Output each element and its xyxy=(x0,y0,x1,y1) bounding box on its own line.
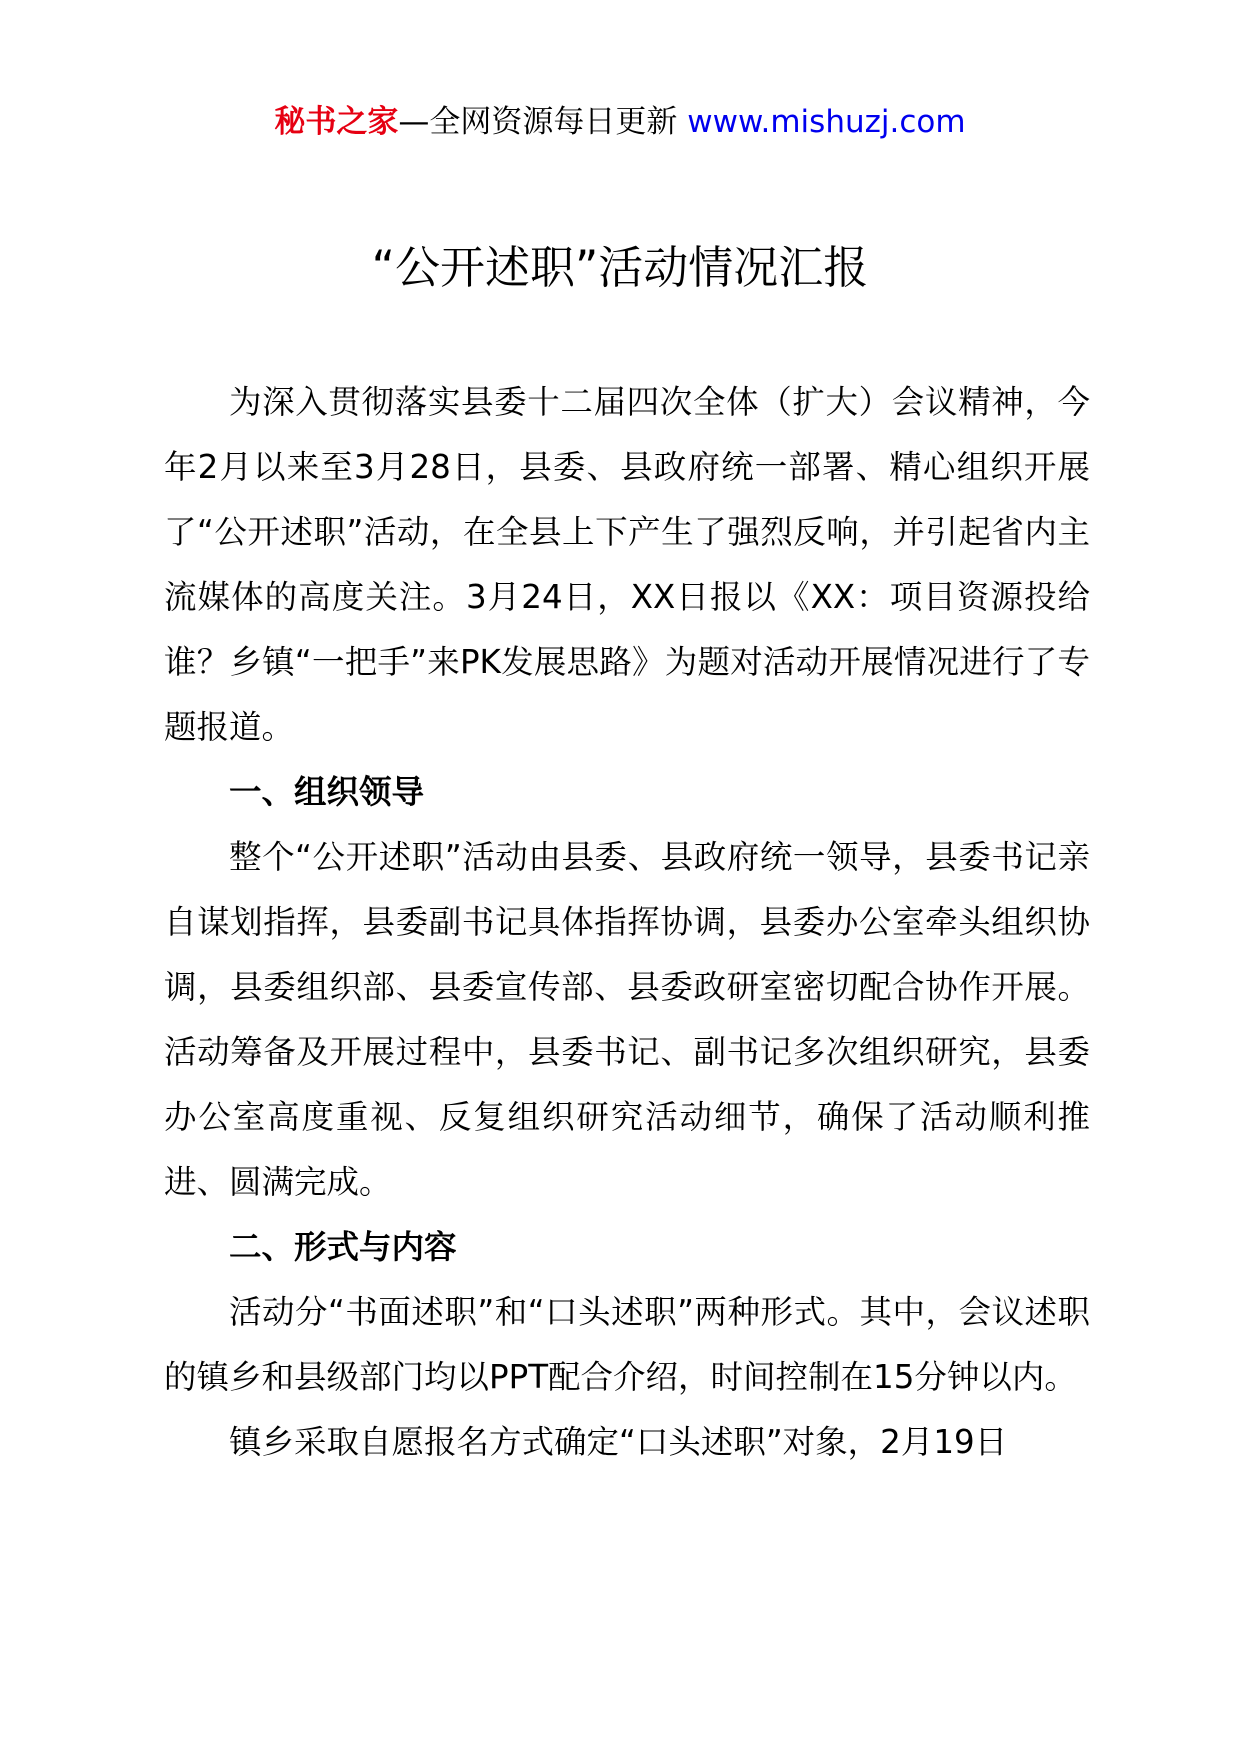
selection-paragraph: 镇乡采取自愿报名方式确定“口头述职”对象，2月19日 xyxy=(229,1423,1008,1461)
section-heading-organization: 一、组织领导 xyxy=(229,773,425,811)
organization-paragraph: 整个“公开述职”活动由县委、县政府统一领导，县委书记亲自谋划指挥，县委副书记具体指挥协调，县委办公室牵头组织协调，县委组织部、县委宣传部、县委政研室密切配合协作开展。活动筹备及开展过程中，县委书记、副书记多次组织研究，县委办公室高度重视、反复组织研究活动细节，确保了活动顺利推进、圆满完成。 xyxy=(164,838,1090,1201)
document-body xyxy=(164,370,1090,1475)
section-heading-form-content: 二、形式与内容 xyxy=(229,1228,457,1266)
site-header xyxy=(0,100,1240,144)
site-tagline: —全网资源每日更新 xyxy=(398,104,678,140)
form-paragraph: 活动分“书面述职”和“口头述职”两种形式。其中，会议述职的镇乡和县级部门均以PPT配合介绍，时间控制在15分钟以内。 xyxy=(164,1293,1090,1396)
site-brand: 秘书之家 xyxy=(274,104,399,140)
document-title: “公开述职”活动情况汇报 xyxy=(371,241,869,294)
site-url-link[interactable]: www.mishuzj.com xyxy=(687,104,966,140)
intro-paragraph: 为深入贯彻落实县委十二届四次全体（扩大）会议精神，今年2月以来至3月28日，县委、县政府统一部署、精心组织开展了“公开述职”活动，在全县上下产生了强烈反响，并引起省内主流媒体的高度关注。3月24日，XX日报以《XX：项目资源投给谁？乡镇“一把手”来PK发展思路》为题对活动开展情况进行了专题报道。 xyxy=(164,383,1090,746)
